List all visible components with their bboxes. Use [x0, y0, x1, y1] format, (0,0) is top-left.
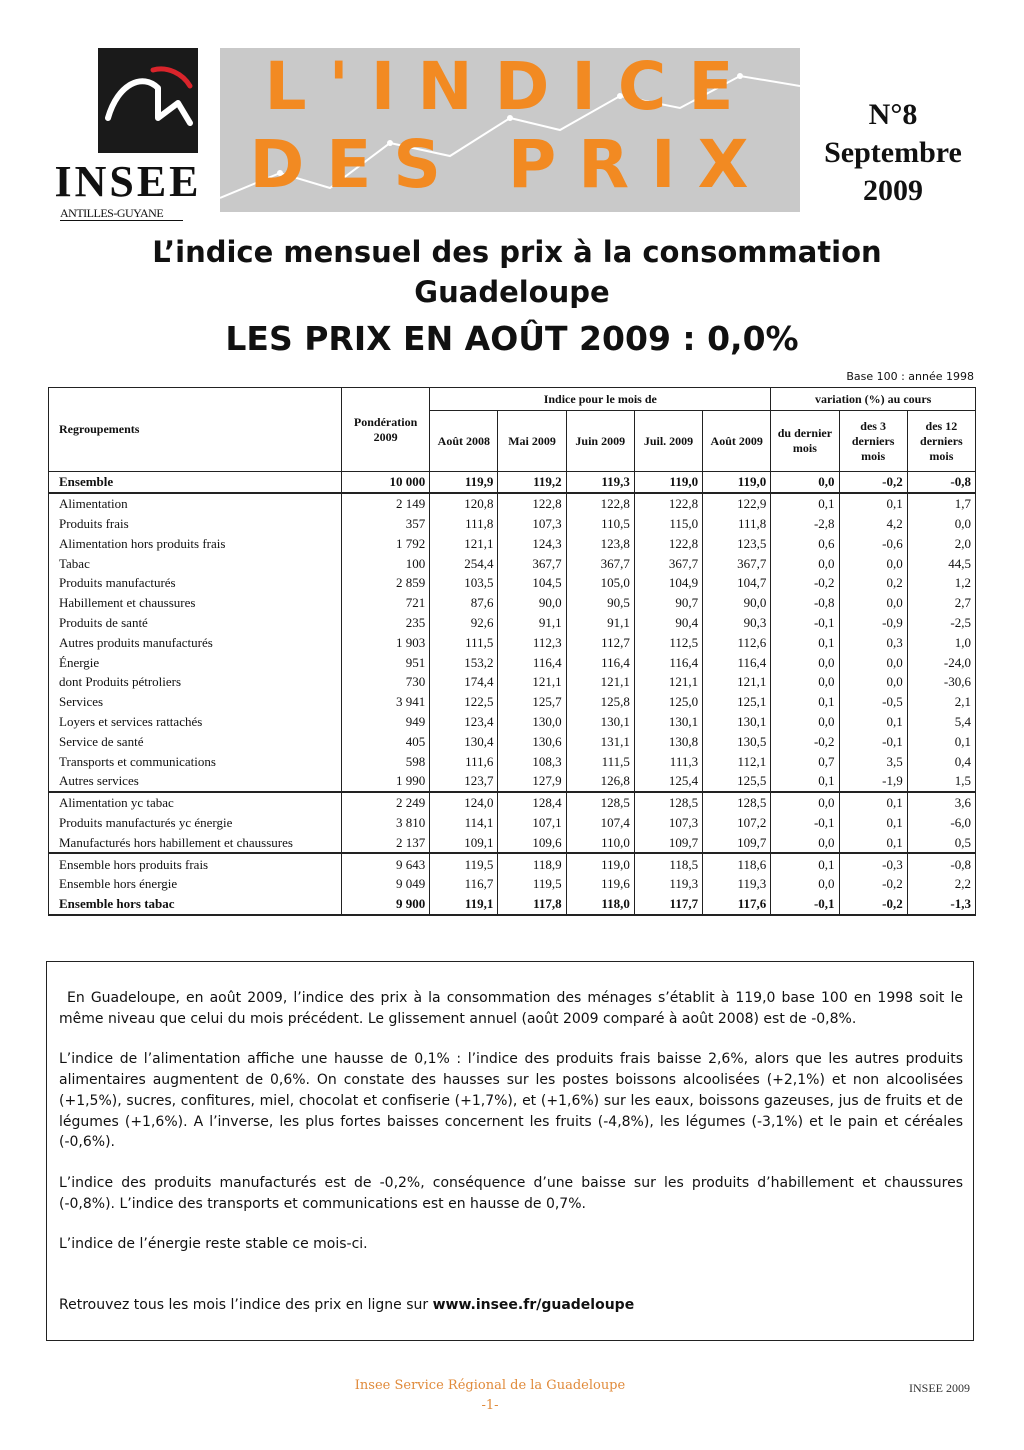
variation-cell: 0,1	[839, 712, 907, 732]
weight-cell: 2 859	[341, 573, 429, 593]
index-cell: 119,0	[703, 472, 771, 493]
row-label: Autres produits manufacturés	[49, 632, 342, 652]
index-cell: 109,6	[498, 832, 566, 853]
table-row	[49, 652, 976, 672]
index-cell: 109,7	[703, 832, 771, 853]
table-row	[49, 853, 976, 874]
title-line3: LES PRIX EN AOÛT 2009 : 0,0%	[225, 319, 799, 358]
index-cell: 130,6	[498, 731, 566, 751]
index-cell: 92,6	[430, 613, 498, 633]
row-label: Produits manufacturés	[49, 573, 342, 593]
variation-cell: 0,4	[907, 751, 975, 771]
index-cell: 367,7	[634, 553, 702, 573]
index-cell: 116,4	[566, 652, 634, 672]
index-cell: 122,8	[498, 493, 566, 514]
variation-cell: 0,0	[839, 593, 907, 613]
header-groups: Regroupements	[49, 388, 342, 472]
table-row	[49, 712, 976, 732]
variation-cell: -1,3	[907, 894, 975, 915]
table-row	[49, 672, 976, 692]
index-cell: 118,5	[634, 853, 702, 874]
weight-cell: 10 000	[341, 472, 429, 493]
variation-cell: -0,8	[771, 593, 839, 613]
banner-line1: L'INDICE	[264, 48, 756, 125]
index-cell: 126,8	[566, 771, 634, 792]
weight-cell: 598	[341, 751, 429, 771]
header-index: Indice pour le mois de	[430, 388, 771, 411]
index-cell: 130,1	[566, 712, 634, 732]
variation-cell: 4,2	[839, 514, 907, 534]
variation-cell: 0,1	[839, 813, 907, 833]
variation-cell: -0,2	[771, 573, 839, 593]
weight-cell: 2 249	[341, 792, 429, 813]
variation-cell: 0,2	[839, 573, 907, 593]
index-cell: 111,5	[430, 632, 498, 652]
variation-cell: 3,6	[907, 792, 975, 813]
variation-cell: -6,0	[907, 813, 975, 833]
weight-cell: 9 049	[341, 874, 429, 894]
row-label: Manufacturés hors habillement et chaussures	[49, 832, 342, 853]
index-cell: 121,1	[498, 672, 566, 692]
index-cell: 119,3	[566, 472, 634, 493]
weight-cell: 1 990	[341, 771, 429, 792]
index-cell: 107,3	[634, 813, 702, 833]
variation-cell: 0,0	[907, 514, 975, 534]
variation-cell: -1,9	[839, 771, 907, 792]
index-cell: 125,5	[703, 771, 771, 792]
index-cell: 112,6	[703, 632, 771, 652]
weight-cell: 1 903	[341, 632, 429, 652]
weight-cell: 357	[341, 514, 429, 534]
variation-cell: 0,1	[771, 493, 839, 514]
logo-name: INSEE	[54, 157, 202, 206]
variation-cell: 1,5	[907, 771, 975, 792]
header-month: Août 2009	[703, 411, 771, 472]
table-row	[49, 771, 976, 792]
variation-cell: 0,1	[839, 493, 907, 514]
index-cell: 130,0	[498, 712, 566, 732]
variation-cell: -0,1	[771, 894, 839, 915]
index-cell: 125,8	[566, 692, 634, 712]
variation-cell: -0,5	[839, 692, 907, 712]
variation-cell: 0,1	[771, 632, 839, 652]
variation-cell: 44,5	[907, 553, 975, 573]
index-cell: 123,7	[430, 771, 498, 792]
index-cell: 90,0	[498, 593, 566, 613]
variation-cell: 0,0	[771, 792, 839, 813]
price-index-table	[48, 387, 976, 916]
variation-cell: 0,7	[771, 751, 839, 771]
weight-cell: 9 643	[341, 853, 429, 874]
index-cell: 111,5	[566, 751, 634, 771]
index-cell: 123,5	[703, 533, 771, 553]
online-text: Retrouvez tous les mois l’indice des prix en ligne sur	[59, 1297, 433, 1314]
table-body	[49, 472, 976, 915]
row-label: Énergie	[49, 652, 342, 672]
row-label: Ensemble hors produits frais	[49, 853, 342, 874]
header-variation: variation (%) au cours	[771, 388, 976, 411]
variation-cell: 2,1	[907, 692, 975, 712]
issue-year: 2009	[863, 174, 923, 207]
index-cell: 119,6	[566, 874, 634, 894]
index-cell: 117,8	[498, 894, 566, 915]
index-cell: 111,3	[634, 751, 702, 771]
index-cell: 112,5	[634, 632, 702, 652]
variation-cell: -2,5	[907, 613, 975, 633]
weight-cell: 1 792	[341, 533, 429, 553]
variation-cell: 2,0	[907, 533, 975, 553]
row-label: Ensemble hors énergie	[49, 874, 342, 894]
index-cell: 119,2	[498, 472, 566, 493]
index-cell: 122,9	[703, 493, 771, 514]
variation-cell: -24,0	[907, 652, 975, 672]
variation-cell: 1,7	[907, 493, 975, 514]
variation-cell: 5,4	[907, 712, 975, 732]
index-cell: 123,8	[566, 533, 634, 553]
index-cell: 153,2	[430, 652, 498, 672]
logo-region: ANTILLES-GUYANE	[60, 206, 183, 221]
index-cell: 116,4	[703, 652, 771, 672]
index-cell: 107,1	[498, 813, 566, 833]
row-label: Tabac	[49, 553, 342, 573]
index-cell: 111,6	[430, 751, 498, 771]
index-cell: 121,1	[430, 533, 498, 553]
index-cell: 116,4	[634, 652, 702, 672]
website-link[interactable]: www.insee.fr/guadeloupe	[432, 1297, 635, 1314]
commentary-paragraph: L’indice de l’énergie reste stable ce mois-ci.	[59, 1236, 368, 1253]
row-label: Alimentation yc tabac	[49, 792, 342, 813]
index-cell: 367,7	[703, 553, 771, 573]
index-cell: 121,1	[566, 672, 634, 692]
index-cell: 119,3	[703, 874, 771, 894]
index-cell: 125,0	[634, 692, 702, 712]
index-cell: 111,8	[703, 514, 771, 534]
index-cell: 119,3	[634, 874, 702, 894]
index-cell: 130,1	[634, 712, 702, 732]
index-cell: 118,6	[703, 853, 771, 874]
row-label: Service de santé	[49, 731, 342, 751]
index-cell: 103,5	[430, 573, 498, 593]
index-cell: 119,0	[634, 472, 702, 493]
index-cell: 121,1	[634, 672, 702, 692]
index-cell: 128,5	[703, 792, 771, 813]
table-row	[49, 493, 976, 514]
logo-emblem-icon	[98, 48, 198, 153]
index-cell: 117,7	[634, 894, 702, 915]
table-row	[49, 514, 976, 534]
header-month: Juin 2009	[566, 411, 634, 472]
variation-cell: 0,6	[771, 533, 839, 553]
table-row	[49, 593, 976, 613]
variation-cell: 0,0	[839, 553, 907, 573]
variation-cell: -0,2	[839, 472, 907, 493]
variation-cell: 0,0	[771, 652, 839, 672]
index-cell: 128,4	[498, 792, 566, 813]
index-cell: 120,8	[430, 493, 498, 514]
index-cell: 90,5	[566, 593, 634, 613]
row-label: Autres services	[49, 771, 342, 792]
issue-info	[808, 96, 978, 210]
table-row	[49, 792, 976, 813]
page-number: -1-	[481, 1398, 499, 1413]
table-row	[49, 573, 976, 593]
row-label: Loyers et services rattachés	[49, 712, 342, 732]
index-cell: 131,1	[566, 731, 634, 751]
row-label: Habillement et chaussures	[49, 593, 342, 613]
weight-cell: 949	[341, 712, 429, 732]
variation-cell: 1,0	[907, 632, 975, 652]
index-cell: 107,3	[498, 514, 566, 534]
title-line1: L’indice mensuel des prix à la consommation	[152, 235, 882, 269]
variation-cell: 2,2	[907, 874, 975, 894]
index-cell: 119,1	[430, 894, 498, 915]
index-cell: 115,0	[634, 514, 702, 534]
index-cell: 124,0	[430, 792, 498, 813]
variation-cell: 0,1	[771, 692, 839, 712]
footer-service: Insee Service Régional de la Guadeloupe	[354, 1378, 626, 1393]
variation-cell: -0,2	[839, 874, 907, 894]
index-cell: 116,7	[430, 874, 498, 894]
index-cell: 130,5	[703, 731, 771, 751]
table-row	[49, 751, 976, 771]
index-cell: 104,7	[703, 573, 771, 593]
weight-cell: 3 941	[341, 692, 429, 712]
row-label: Produits frais	[49, 514, 342, 534]
row-label: Alimentation hors produits frais	[49, 533, 342, 553]
variation-cell: -2,8	[771, 514, 839, 534]
row-label: Transports et communications	[49, 751, 342, 771]
row-label: Produits manufacturés yc énergie	[49, 813, 342, 833]
variation-cell: 0,1	[839, 832, 907, 853]
index-cell: 117,6	[703, 894, 771, 915]
table-row	[49, 731, 976, 751]
index-cell: 122,8	[634, 493, 702, 514]
index-cell: 91,1	[498, 613, 566, 633]
index-cell: 128,5	[634, 792, 702, 813]
index-cell: 367,7	[498, 553, 566, 573]
variation-cell: 0,1	[907, 731, 975, 751]
commentary-box	[46, 961, 974, 1341]
table-row	[49, 613, 976, 633]
index-cell: 109,7	[634, 832, 702, 853]
weight-cell: 721	[341, 593, 429, 613]
header-variation-period: des 12 derniers mois	[907, 411, 975, 472]
variation-cell: 0,0	[771, 472, 839, 493]
index-cell: 91,1	[566, 613, 634, 633]
index-cell: 254,4	[430, 553, 498, 573]
title-banner	[220, 48, 800, 212]
table-row	[49, 632, 976, 652]
row-label: Alimentation	[49, 493, 342, 514]
index-cell: 109,1	[430, 832, 498, 853]
variation-cell: 0,1	[771, 853, 839, 874]
index-cell: 104,5	[498, 573, 566, 593]
variation-cell: 2,7	[907, 593, 975, 613]
commentary-paragraph: L’indice de l’alimentation affiche une hausse de 0,1% : l’indice des produits frais baisse 2,6%, alors que les autres produits alimentaires augmentent de 0,6%. On constate des hausses sur les postes boissons alcoolisées (+2,1%) et non alcoolisées (+1,5%), sucres, confitures, miel, chocolat et confiserie (+1,7%), et (+1,6%) sur les eaux, boissons gazeuses, jus de fruits et de légumes (+1,6%). A l’inverse, les plus fortes baisses concernent les fruits (-4,8%), les légumes (-3,1%) et le pain et céréales (-0,6%).	[59, 1051, 963, 1151]
weight-cell: 951	[341, 652, 429, 672]
variation-cell: -0,2	[771, 731, 839, 751]
table-row	[49, 553, 976, 573]
header-month: Juil. 2009	[634, 411, 702, 472]
header-weight: Pondération 2009	[341, 388, 429, 472]
row-label: Services	[49, 692, 342, 712]
index-cell: 128,5	[566, 792, 634, 813]
base-note: Base 100 : année 1998	[846, 370, 974, 383]
index-cell: 90,3	[703, 613, 771, 633]
row-label: Produits de santé	[49, 613, 342, 633]
index-cell: 111,8	[430, 514, 498, 534]
row-label: Ensemble hors tabac	[49, 894, 342, 915]
variation-cell: -0,1	[839, 731, 907, 751]
index-cell: 119,5	[430, 853, 498, 874]
index-cell: 107,2	[703, 813, 771, 833]
commentary-paragraph: En Guadeloupe, en août 2009, l’indice des prix à la consommation des ménages s’établit à 119,0 base 100 en 1998 soit le même niveau que celui du mois précédent. Le glissement annuel (août 2009 comparé à août 2008) est de -0,8%.	[59, 990, 963, 1027]
row-label: Ensemble	[49, 472, 342, 493]
table-row	[49, 472, 976, 493]
index-cell: 130,1	[703, 712, 771, 732]
index-cell: 174,4	[430, 672, 498, 692]
commentary-paragraph: L’indice des produits manufacturés est de -0,2%, conséquence d’une baisse sur les produits d’habillement et chaussures (-0,8%). L’indice des transports et communications est en hausse de 0,7%.	[59, 1174, 963, 1212]
index-cell: 90,4	[634, 613, 702, 633]
index-cell: 112,7	[566, 632, 634, 652]
index-cell: 125,4	[634, 771, 702, 792]
insee-logo	[48, 46, 208, 226]
variation-cell: -0,9	[839, 613, 907, 633]
index-cell: 125,1	[703, 692, 771, 712]
index-cell: 90,7	[634, 593, 702, 613]
index-cell: 125,7	[498, 692, 566, 712]
index-cell: 367,7	[566, 553, 634, 573]
title-line2: Guadeloupe	[414, 275, 610, 309]
banner-line2: DES PRIX	[249, 126, 771, 203]
variation-cell: -30,6	[907, 672, 975, 692]
index-cell: 130,4	[430, 731, 498, 751]
index-cell: 122,8	[634, 533, 702, 553]
row-label: dont Produits pétroliers	[49, 672, 342, 692]
index-cell: 114,1	[430, 813, 498, 833]
table-row	[49, 533, 976, 553]
index-cell: 112,3	[498, 632, 566, 652]
index-cell: 124,3	[498, 533, 566, 553]
index-cell: 130,8	[634, 731, 702, 751]
index-cell: 118,9	[498, 853, 566, 874]
title-block	[0, 232, 1024, 364]
issue-number: N°8	[868, 98, 918, 131]
header-month: Août 2008	[430, 411, 498, 472]
variation-cell: -0,3	[839, 853, 907, 874]
variation-cell: 0,0	[771, 832, 839, 853]
index-cell: 122,5	[430, 692, 498, 712]
commentary-paragraph	[59, 1295, 963, 1316]
variation-cell: -0,1	[771, 813, 839, 833]
weight-cell: 2 149	[341, 493, 429, 514]
index-cell: 121,1	[703, 672, 771, 692]
weight-cell: 2 137	[341, 832, 429, 853]
index-cell: 119,0	[566, 853, 634, 874]
index-cell: 119,9	[430, 472, 498, 493]
variation-cell: -0,8	[907, 472, 975, 493]
footer-right: INSEE 2009	[909, 1381, 970, 1395]
table-row	[49, 894, 976, 915]
issue-month: Septembre	[824, 136, 962, 169]
index-cell: 104,9	[634, 573, 702, 593]
variation-cell: 0,0	[771, 712, 839, 732]
weight-cell: 100	[341, 553, 429, 573]
weight-cell: 3 810	[341, 813, 429, 833]
index-cell: 122,8	[566, 493, 634, 514]
table-row	[49, 874, 976, 894]
index-cell: 127,9	[498, 771, 566, 792]
table-row	[49, 813, 976, 833]
weight-cell: 9 900	[341, 894, 429, 915]
index-cell: 116,4	[498, 652, 566, 672]
variation-cell: 1,2	[907, 573, 975, 593]
table-row	[49, 832, 976, 853]
table-row	[49, 692, 976, 712]
variation-cell: 0,3	[839, 632, 907, 652]
index-cell: 87,6	[430, 593, 498, 613]
index-cell: 110,5	[566, 514, 634, 534]
weight-cell: 235	[341, 613, 429, 633]
index-cell: 105,0	[566, 573, 634, 593]
variation-cell: 0,0	[771, 874, 839, 894]
variation-cell: -0,1	[771, 613, 839, 633]
index-cell: 110,0	[566, 832, 634, 853]
variation-cell: 0,1	[839, 792, 907, 813]
index-cell: 112,1	[703, 751, 771, 771]
variation-cell: 3,5	[839, 751, 907, 771]
variation-cell: -0,2	[839, 894, 907, 915]
weight-cell: 405	[341, 731, 429, 751]
variation-cell: 0,0	[839, 672, 907, 692]
footer-center	[300, 1376, 680, 1416]
index-cell: 108,3	[498, 751, 566, 771]
variation-cell: -0,6	[839, 533, 907, 553]
variation-cell: 0,0	[771, 672, 839, 692]
index-cell: 119,5	[498, 874, 566, 894]
variation-cell: 0,5	[907, 832, 975, 853]
variation-cell: 0,0	[839, 652, 907, 672]
index-cell: 118,0	[566, 894, 634, 915]
header-month: Mai 2009	[498, 411, 566, 472]
variation-cell: 0,0	[771, 553, 839, 573]
index-cell: 107,4	[566, 813, 634, 833]
index-cell: 90,0	[703, 593, 771, 613]
variation-cell: 0,1	[771, 771, 839, 792]
header-variation-period: du dernier mois	[771, 411, 839, 472]
index-cell: 123,4	[430, 712, 498, 732]
weight-cell: 730	[341, 672, 429, 692]
variation-cell: -0,8	[907, 853, 975, 874]
header-variation-period: des 3 derniers mois	[839, 411, 907, 472]
